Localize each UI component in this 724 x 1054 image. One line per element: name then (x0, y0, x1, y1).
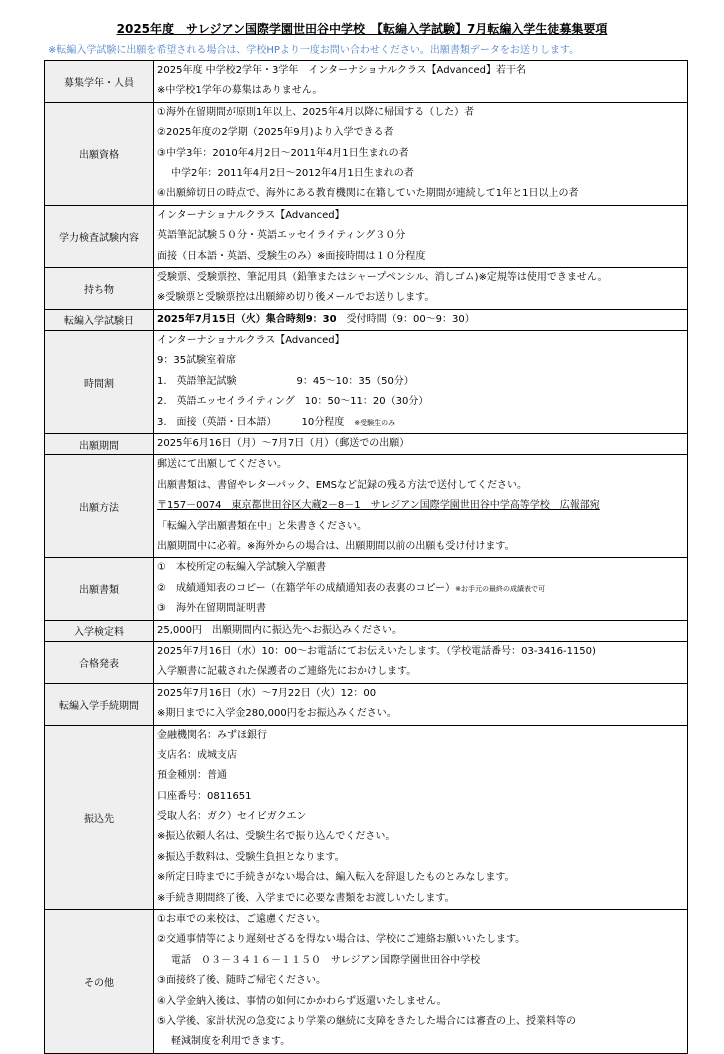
jikanwari-line-4: 2. 英語エッセイライティング 10：50～11：20（30分） (157, 396, 429, 408)
sonota-line-1: ①お車での来校は、ご遠慮ください。 (157, 914, 326, 926)
naiyo-line-3: 面接（日本語・英語、受験生のみ）※面接時間は１０分程度 (157, 250, 426, 262)
shikaku-line-2: ②2025年度の2学期（2025年9月)より入学できる者 (157, 127, 394, 139)
happyo-line-2: 入学願書に記載された保護者のご連絡先におかけします。 (157, 666, 417, 678)
boshu-line-1: 2025年度 中学校2学年・3学年 インターナショナルクラス【Advanced】若干名 (157, 65, 526, 76)
shikenbi-line (154, 310, 687, 330)
naiyo-line-1: インターナショナルクラス【Advanced】 (157, 209, 345, 221)
requirements-table (44, 60, 688, 1054)
tetsuzuki-line-2: ※期日までに入学金280,000円をお振込みください。 (157, 708, 397, 720)
shikaku-line-3: ③中学3年：2010年4月2日～2011年4月1日生まれの者 (157, 147, 409, 159)
furikomi-line-1: 金融機関名：みずほ銀行 (157, 729, 267, 741)
label-jikanwari: 時間割 (45, 331, 154, 434)
furikomi-line-4: 口座番号：0811651 (157, 790, 252, 802)
content-ryo (154, 620, 688, 641)
row-jikanwari (45, 331, 688, 434)
exam-date: 2025年7月15日（火）集合時刻9：30 (157, 313, 337, 325)
sonota-line-7: 軽減制度を利用できます。 (171, 1036, 291, 1048)
label-kikan: 出願期間 (45, 434, 154, 455)
row-tetsuzuki (45, 683, 688, 725)
label-naiyo: 学力検査試験内容 (45, 205, 154, 267)
content-shorui (154, 558, 688, 620)
content-furikomi (154, 725, 688, 910)
content-hoho (154, 455, 688, 558)
row-naiyo (45, 205, 688, 267)
label-boshu: 募集学年・人員 (45, 61, 154, 103)
furikomi-line-9: ※手続き期間終了後、入学までに必要な書類をお渡しいたします。 (157, 892, 455, 904)
furikomi-line-3: 預金種別：普通 (157, 770, 227, 782)
sonota-phone: 電話 ０３－３４１６－１１５０ サレジアン国際学園世田谷中学校 (171, 954, 481, 966)
content-naiyo (154, 205, 688, 267)
furikomi-line-6: ※振込依頼人名は、受験生名で振り込んでください。 (157, 831, 396, 843)
row-shorui (45, 558, 688, 620)
shikaku-line-4: 中学2年：2011年4月2日～2012年4月1日生まれの者 (171, 167, 414, 179)
hoho-address: 〒157－0074 東京都世田谷区大蔵2－8－1 サレジアン国際学園世田谷中学高等学校 広報部宛 (157, 500, 600, 512)
hoho-line-2: 出願書類は、書留やレターパック、EMSなど記録の残る方法で送付してください。 (157, 479, 527, 491)
row-shikenbi (45, 309, 688, 330)
sonota-line-6: ⑤入学後、家計状況の急変により学業の継続に支障をきたした場合には審査の上、授業料等の (157, 1015, 576, 1027)
kikan-line-1: 2025年6月16日（月）～7月7日（月）（郵送での出願） (157, 438, 410, 450)
row-happyo (45, 641, 688, 683)
row-mochimono (45, 267, 688, 309)
furikomi-line-8: ※所定日時までに手続きがない場合は、編入転入を辞退したものとみなします。 (157, 872, 515, 884)
shorui-line-3: ③ 海外在留期間証明書 (157, 603, 266, 615)
row-ryo (45, 620, 688, 641)
furikomi-line-7: ※振込手数料は、受験生負担となります。 (157, 851, 345, 863)
hoho-line-4: 「転編入学出願書類在中」と朱書きください。 (157, 520, 367, 532)
reception-time: 受付時間（9：00～9：30） (336, 313, 475, 325)
content-kikan (154, 434, 688, 455)
boshu-line-2: ※中学校1学年の募集はありません。 (157, 85, 323, 97)
row-sonota (45, 910, 688, 1054)
furikomi-line-2: 支店名：成城支店 (157, 749, 237, 761)
label-shikenbi: 転編入学試験日 (45, 309, 154, 330)
ryo-line-1: 25,000円 出願期間内に振込先へお振込みください。 (157, 624, 402, 636)
label-sonota: その他 (45, 910, 154, 1054)
label-happyo: 合格発表 (45, 641, 154, 683)
label-mochimono: 持ち物 (45, 267, 154, 309)
shikaku-line-5: ④出願締切日の時点で、海外にある教育機関に在籍していた期間が連続して1年と1日以上の者 (157, 188, 579, 200)
shorui-line-2 (154, 579, 687, 599)
label-ryo: 入学検定料 (45, 620, 154, 641)
jikanwari-line-1: インターナショナルクラス【Advanced】 (157, 335, 345, 347)
row-boshu (45, 61, 688, 103)
hoho-line-5: 出願期間中に必着。※海外からの場合は、出願期間以前の出願も受け付けます。 (157, 540, 515, 552)
jikanwari-line-3: 1. 英語筆記試験 9：45～10：35（50分） (157, 375, 414, 387)
naiyo-line-2: 英語筆記試験５０分・英語エッセイライティング３０分 (157, 230, 406, 242)
furikomi-line-5: 受取人名：ガク）セイビガクエン (157, 811, 307, 823)
notice-text: ※転編入学試験に出願を希望される場合は、学校HPより一度お問い合わせください。出願書類データをお送りします。 (48, 45, 580, 56)
hoho-line-1: 郵送にて出願してください。 (157, 459, 287, 471)
page-title: 2025年度 サレジアン国際学園世田谷中学校 【転編入学試験】7月転編入学生徒募集要項 (116, 22, 608, 36)
content-happyo (154, 641, 688, 683)
content-sonota (154, 910, 688, 1054)
row-shikaku (45, 102, 688, 205)
row-kikan (45, 434, 688, 455)
shorui-line-1: ① 本校所定の転編入学試験入学願書 (157, 562, 326, 574)
row-hoho (45, 455, 688, 558)
sonota-line-4: ③面接終了後、随時ご帰宅ください。 (157, 975, 326, 987)
sonota-line-5: ④入学金納入後は、事情の如何にかかわらず返還いたしません。 (157, 995, 447, 1007)
content-jikanwari (154, 331, 688, 434)
label-shorui: 出願書類 (45, 558, 154, 620)
content-tetsuzuki (154, 683, 688, 725)
shikaku-line-1: ①海外在留期間が原則1年以上、2025年4月以降に帰国する（した）者 (157, 106, 475, 118)
label-tetsuzuki: 転編入学手続期間 (45, 683, 154, 725)
content-shikaku (154, 102, 688, 205)
tetsuzuki-line-1: 2025年7月16日（水）～7月22日（火）12：00 (157, 687, 377, 699)
mochimono-line-1: 受験票、受験票控、筆記用具（鉛筆またはシャープペンシル、消しゴム)※定規等は使用できません。 (157, 271, 608, 283)
sonota-line-2: ②交通事情等により遅刻せざるを得ない場合は、学校にご連絡お願いいたします。 (157, 934, 526, 946)
shorui-note: ※お手元の最終の成績表で可 (455, 584, 546, 593)
jikanwari-line-5 (154, 413, 687, 433)
content-boshu (154, 61, 688, 103)
jikanwari-line-2: 9：35試験室着席 (157, 355, 237, 367)
content-mochimono (154, 267, 688, 309)
label-shikaku: 出願資格 (45, 102, 154, 205)
content-shikenbi (154, 309, 688, 330)
label-furikomi: 振込先 (45, 725, 154, 910)
happyo-line-1: 2025年7月16日（水）10：00～お電話にてお伝えいたします。（学校電話番号：03-3416-1150) (157, 645, 596, 657)
mochimono-line-2: ※受験票と受験票控は出願締め切り後メールでお送りします。 (157, 292, 435, 304)
interview-note: ※受験生のみ (354, 418, 396, 427)
shorui-copy: ② 成績通知表のコピー（在籍学年の成績通知表の表裏のコピー） (157, 582, 456, 594)
row-furikomi (45, 725, 688, 910)
interview-time: 3. 面接（英語・日本語） 10分程度 (157, 416, 345, 428)
label-hoho: 出願方法 (45, 455, 154, 558)
